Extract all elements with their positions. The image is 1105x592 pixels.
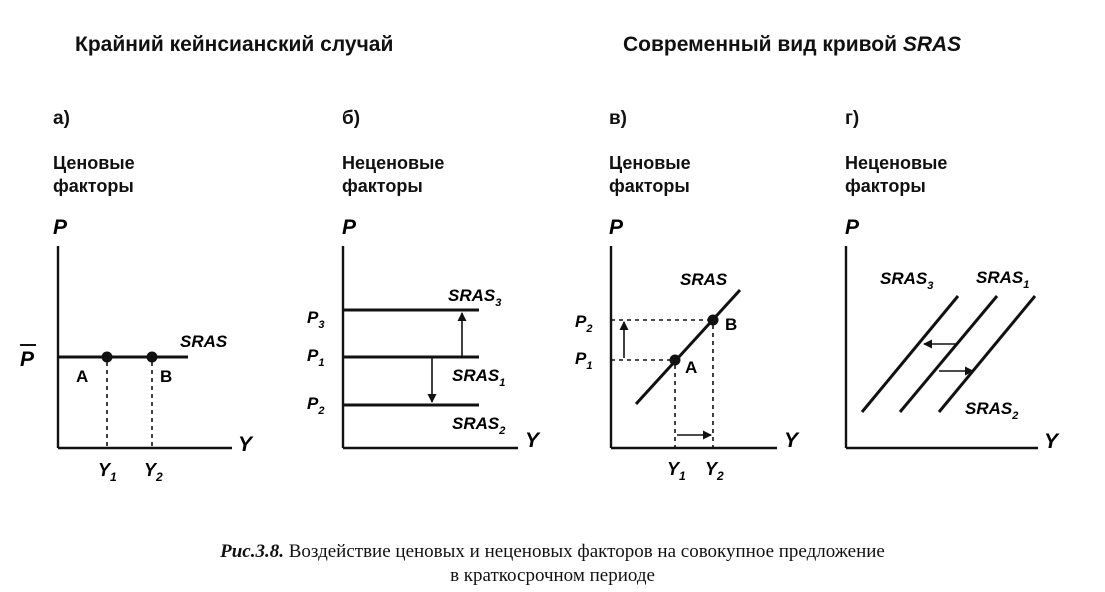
caption-lead: Рис.3.8. [220, 541, 284, 562]
panel-g-factors-line1: Неценовые [845, 153, 948, 173]
panel-a-y1: $Y_1$ [98, 460, 117, 484]
panel-g-letter: г) [845, 108, 860, 129]
panel-v-sras-line [636, 290, 740, 404]
panel-g-axis-y: Y [1044, 430, 1059, 453]
panel-v-letter: в) [609, 108, 628, 129]
panel-v-label-b: B [725, 315, 738, 334]
panel-a-point-a [102, 352, 113, 363]
panel-v-axis-y: Y [784, 429, 799, 452]
panel-v-p2: $P_2$ [575, 312, 593, 335]
panel-b-sras1-label: $SRAS_1$ [452, 366, 506, 389]
panel-g-axis-p: P [845, 216, 860, 239]
figure-caption [0, 540, 1105, 588]
panel-v-factors-line1: Ценовые [609, 153, 691, 173]
caption-line-1 [0, 540, 1105, 564]
panel-v-p1: $P_1$ [575, 349, 593, 372]
panel-v-axis-p: P [609, 216, 624, 239]
panel-b-p3: $P_3$ [307, 308, 325, 331]
panel-v-point-b [708, 315, 719, 326]
panel-g-sras3-line [862, 296, 958, 412]
panel-v-sras-label: SRAS [680, 270, 728, 289]
panel-v-label-a: A [685, 358, 698, 377]
heading-modern-text: Современный вид кривой [623, 33, 903, 56]
panel-g-sras3-label: $SRAS_3$ [880, 269, 934, 292]
panel-a-sras-label: SRAS [180, 332, 228, 351]
panel-a-point-b [147, 352, 158, 363]
panel-a-axis-y: Y [238, 433, 253, 456]
panel-a-price-label: P [20, 348, 35, 371]
panel-b-axis-y: Y [525, 429, 540, 452]
panel-a-y2: $Y_2$ [144, 460, 163, 484]
panel-v-y1: $Y_1$ [667, 459, 686, 483]
panel-b-letter: б) [342, 108, 361, 129]
panel-a-label-a: A [76, 367, 89, 386]
panel-a-graph [20, 216, 254, 484]
caption-line-1-text: Воздействие ценовых и неценовых факторов на совокупное предложение [283, 541, 885, 562]
panel-g-graph [845, 216, 1060, 453]
caption-line-2: в краткосрочном периоде [450, 565, 655, 586]
panel-a-letter: а) [53, 108, 70, 129]
panel-b-axis-p: P [342, 216, 357, 239]
panel-b-factors-line1: Неценовые [342, 153, 445, 173]
panel-b-sras2-label: $SRAS_2$ [452, 414, 506, 437]
panel-v-factors-line2: факторы [609, 176, 690, 196]
panel-v-graph [575, 216, 800, 483]
panel-b-factors-line2: факторы [342, 176, 423, 196]
heading-keynesian: Крайний кейнсианский случай [75, 33, 394, 56]
panel-v-y2: $Y_2$ [705, 459, 724, 483]
panel-a-factors-line1: Ценовые [53, 153, 135, 173]
panel-b-p1: $P_1$ [307, 346, 325, 369]
panel-b-sras3-label: $SRAS_3$ [448, 286, 502, 309]
panel-a-axis-p: P [53, 216, 68, 239]
panel-g-factors-line2: факторы [845, 176, 926, 196]
panel-g-sras2-line [939, 296, 1035, 412]
panel-v-point-a [670, 355, 681, 366]
panel-g-sras1-label: $SRAS_1$ [976, 268, 1030, 291]
panel-b-p2: $P_2$ [307, 394, 325, 417]
panel-b-graph [307, 216, 541, 452]
panel-g-sras1-line [900, 296, 997, 412]
heading-modern-sras: SRAS [902, 33, 962, 56]
panel-a-factors-line2: факторы [53, 176, 134, 196]
panel-a-label-b: B [160, 367, 173, 386]
panel-g-sras2-label: $SRAS_2$ [965, 399, 1019, 422]
